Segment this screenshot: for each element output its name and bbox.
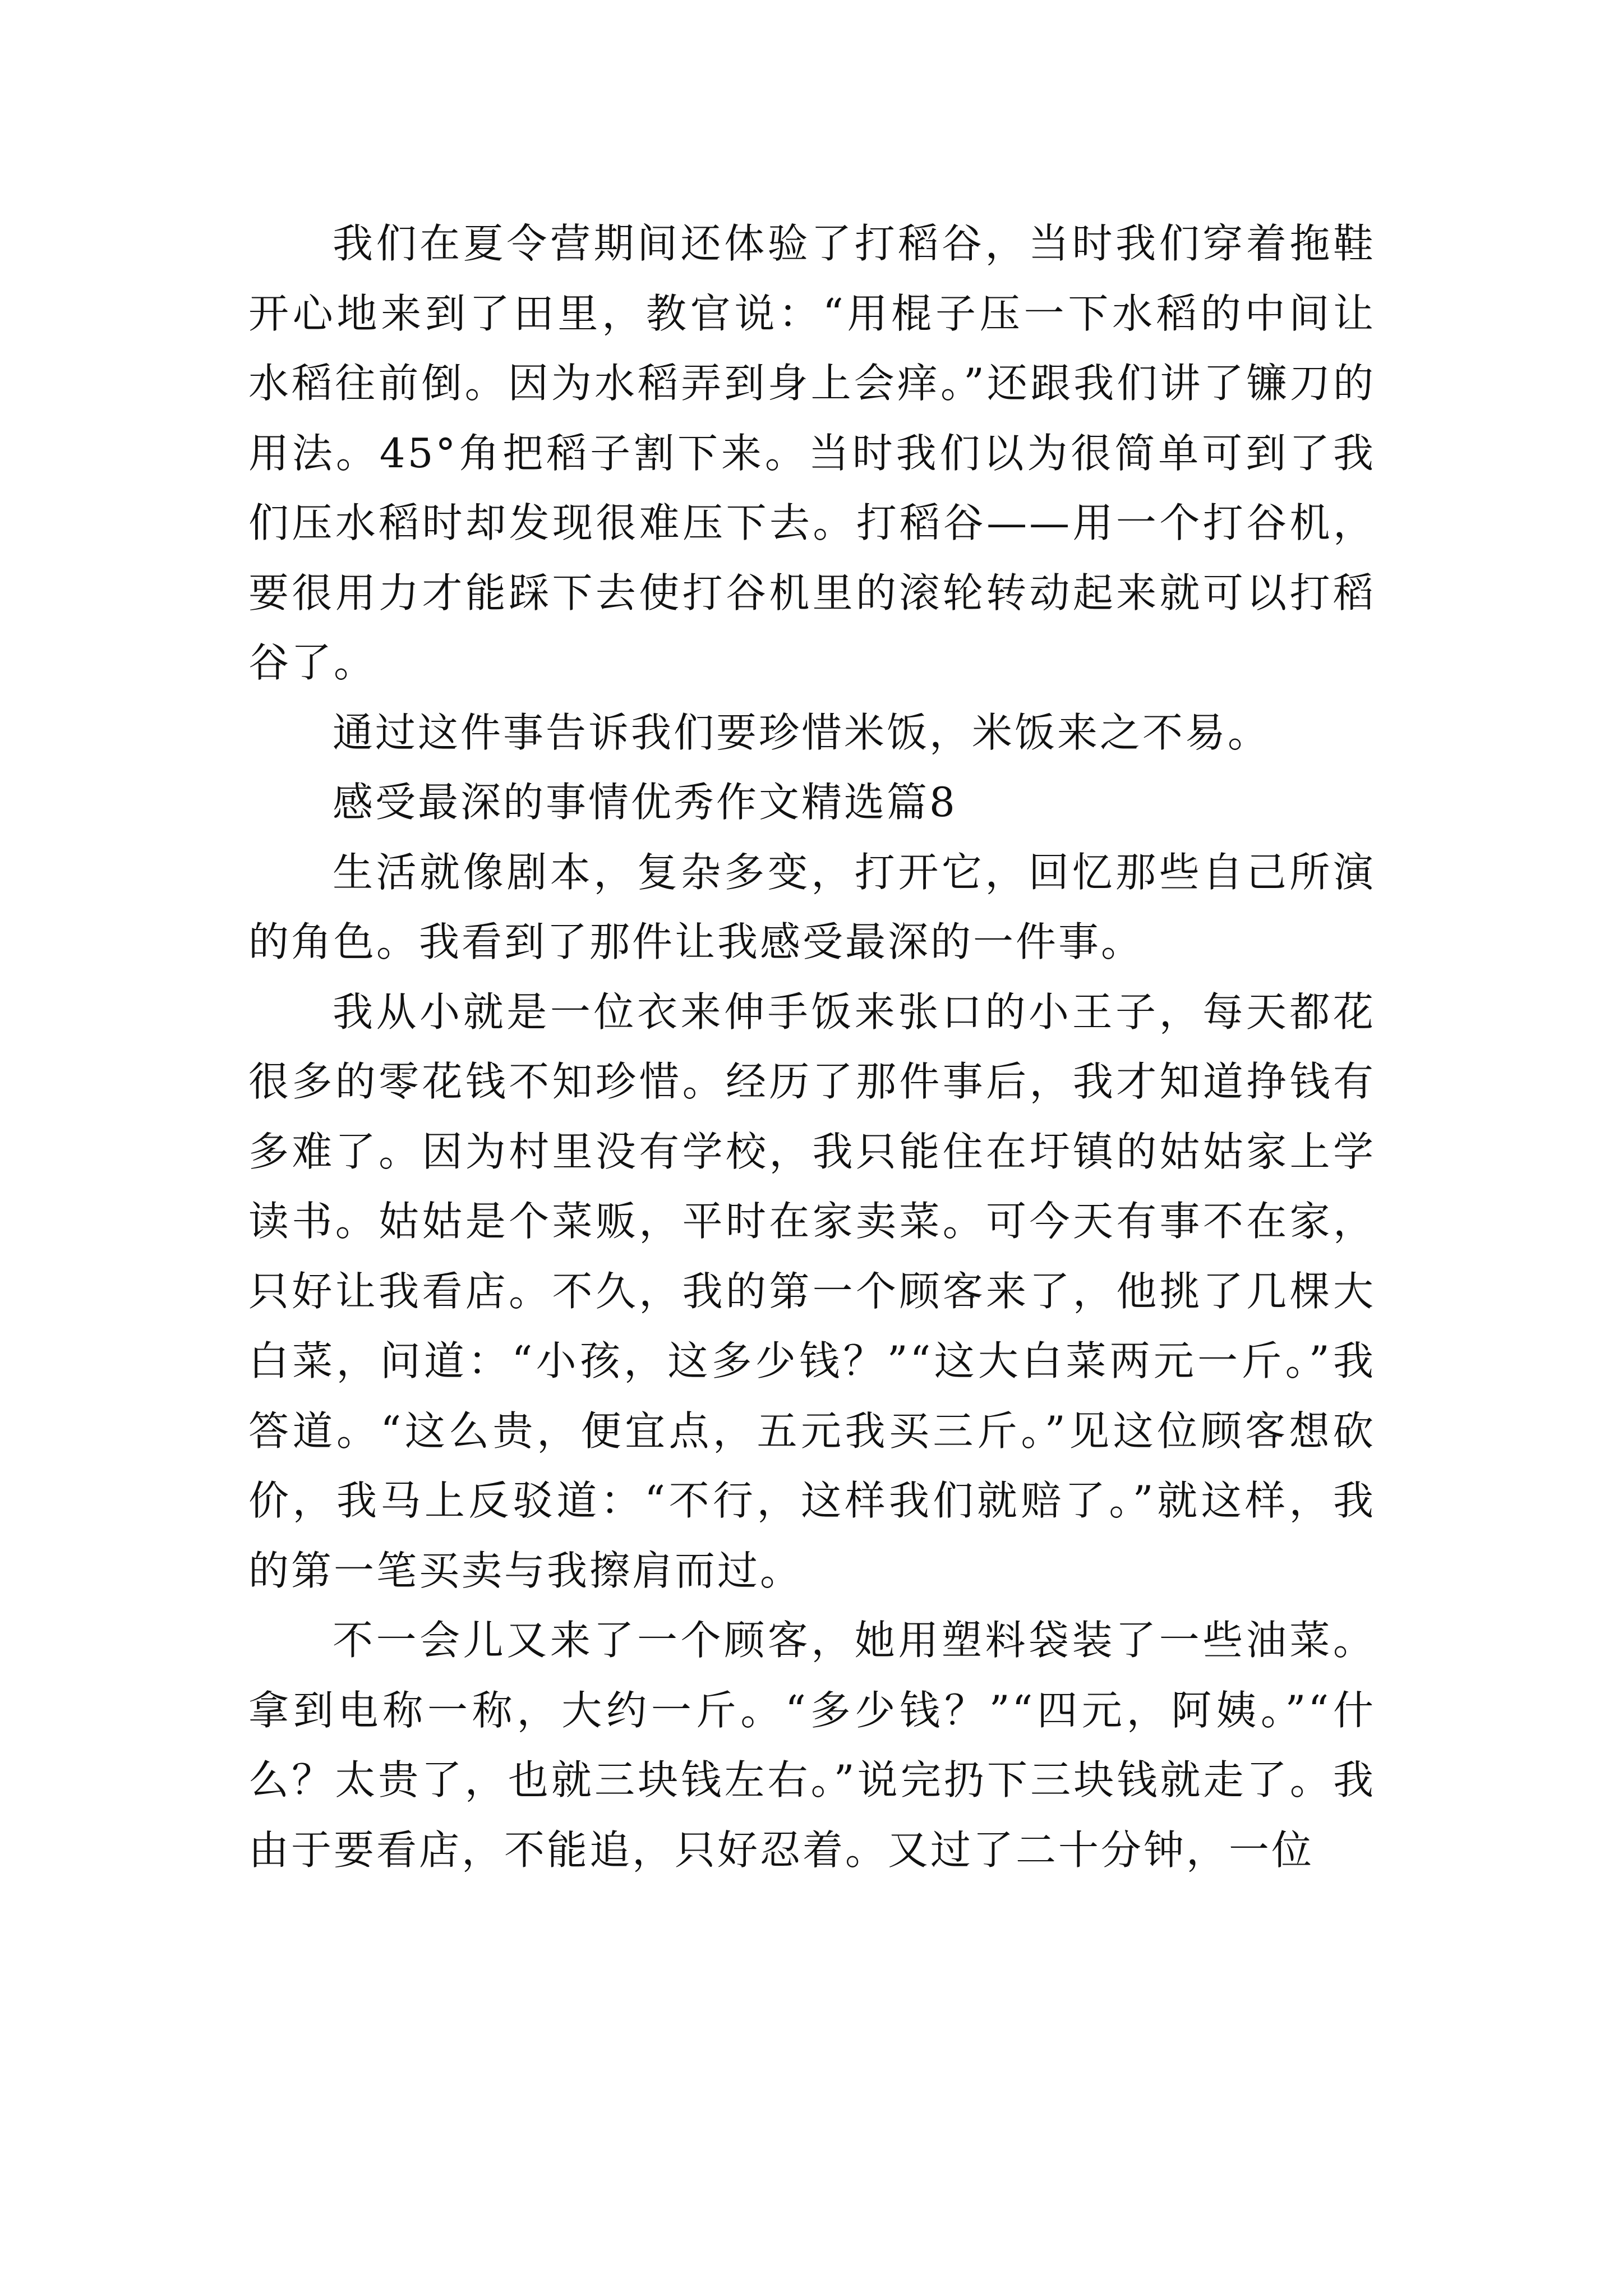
paragraph-life-script: 生活就像剧本，复杂多变，打开它，回忆那些自己所演的角色。我看到了那件让我感受最深的一件事。 [248, 848, 1376, 965]
paragraph-rice-harvest: 我们在夏令营期间还体验了打稻谷，当时我们穿着拖鞋开心地来到了田里，教官说：“用棍子压一下水稻的中间让水稻往前倒。因为水稻弄到身上会痒。”还跟我们讲了镰刀的用法。45°角把稻子割下来。当时我们以为很简单可到了我们压水稻时却发现很难压下去。打稻谷——用一个打谷机，要很用力才能踩下去使打谷机里的滚轮转动起来就可以打稻谷了。 [248, 220, 1376, 686]
document-body [248, 209, 1376, 1885]
paragraph-cherish-rice: 通过这件事告诉我们要珍惜米饭，米饭来之不易。 [333, 708, 1271, 756]
essay-heading: 感受最深的事情优秀作文精选篇8 [333, 779, 957, 826]
paragraph-vegetable-shop: 我从小就是一位衣来伸手饭来张口的小王子，每天都花很多的零花钱不知珍惜。经历了那件事后，我才知道挣钱有多难了。因为村里没有学校，我只能住在圩镇的姑姑家上学读书。姑姑是个菜贩，平时在家卖菜。可今天有事不在家，只好让我看店。不久，我的第一个顾客来了，他挑了几棵大白菜，问道：“小孩，这多少钱？”“这大白菜两元一斤。”我答道。“这么贵，便宜点，五元我买三斤。”见这位顾客想砍价，我马上反驳道：“不行，这样我们就赔了。”就这样，我的第一笔买卖与我擦肩而过。 [248, 988, 1376, 1594]
paragraph-second-customer: 不一会儿又来了一个顾客，她用塑料袋装了一些油菜。拿到电称一称，大约一斤。“多少钱？”“四元，阿姨。”“什么？太贵了，也就三块钱左右。”说完扔下三块钱就走了。我由于要看店，不能追，只好忍着。又过了二十分钟，一位 [248, 1617, 1376, 1874]
